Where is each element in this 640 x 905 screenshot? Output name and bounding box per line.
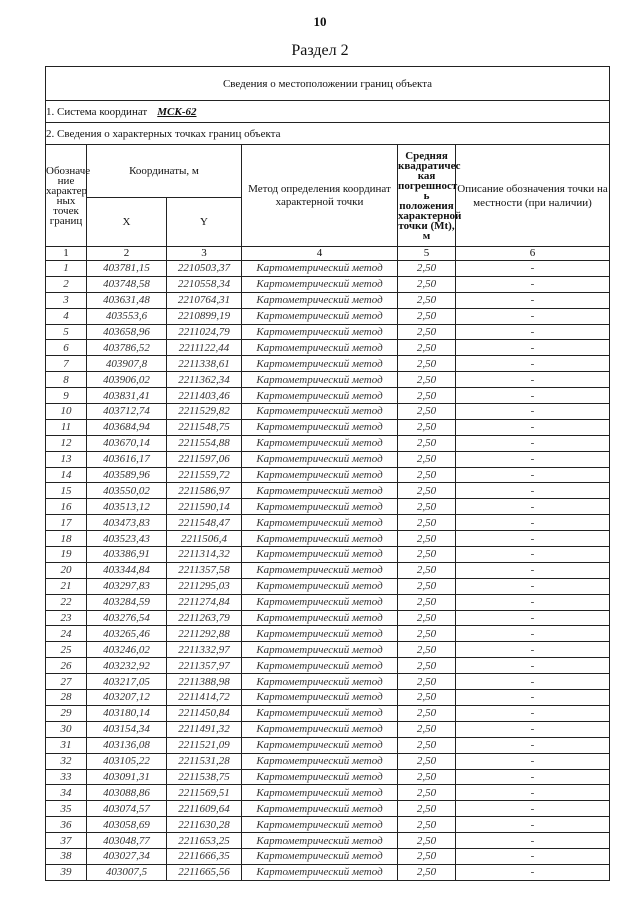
error-cell: 2,50 bbox=[398, 372, 456, 388]
section-title: Раздел 2 bbox=[291, 42, 349, 59]
y-coordinate-cell: 2211024,79 bbox=[167, 324, 242, 340]
x-coordinate-cell: 403631,48 bbox=[87, 292, 167, 308]
error-cell: 2,50 bbox=[398, 356, 456, 372]
table-row bbox=[46, 594, 610, 610]
y-coordinate-cell: 2211597,06 bbox=[167, 451, 242, 467]
error-cell: 2,50 bbox=[398, 467, 456, 483]
x-coordinate-cell: 403344,84 bbox=[87, 562, 167, 578]
point-number-cell: 2 bbox=[46, 276, 87, 292]
table-row bbox=[46, 658, 610, 674]
description-cell: - bbox=[456, 547, 610, 563]
col-number: 6 bbox=[456, 247, 610, 261]
points-header: 2. Сведения о характерных точках границ объекта bbox=[46, 123, 610, 145]
x-coordinate-cell: 403712,74 bbox=[87, 404, 167, 420]
x-coordinate-cell: 403232,92 bbox=[87, 658, 167, 674]
boundary-table bbox=[45, 66, 610, 881]
description-cell: - bbox=[456, 658, 610, 674]
y-coordinate-cell: 2211122,44 bbox=[167, 340, 242, 356]
y-coordinate-cell: 2210558,34 bbox=[167, 276, 242, 292]
table-row bbox=[46, 864, 610, 880]
x-coordinate-cell: 403180,14 bbox=[87, 705, 167, 721]
point-number-cell: 19 bbox=[46, 547, 87, 563]
error-cell: 2,50 bbox=[398, 276, 456, 292]
y-coordinate-cell: 2211332,97 bbox=[167, 642, 242, 658]
x-coordinate-cell: 403513,12 bbox=[87, 499, 167, 515]
y-coordinate-cell: 2211630,28 bbox=[167, 817, 242, 833]
point-number-cell: 4 bbox=[46, 308, 87, 324]
table-body bbox=[46, 261, 610, 881]
col-error-header: Средняя квадратичес кая погрешност ь положения характерной точки (Mt), м bbox=[398, 145, 456, 247]
description-cell: - bbox=[456, 801, 610, 817]
method-cell: Картометрический метод bbox=[242, 435, 398, 451]
method-cell: Картометрический метод bbox=[242, 658, 398, 674]
x-coordinate-cell: 403684,94 bbox=[87, 419, 167, 435]
point-number-cell: 7 bbox=[46, 356, 87, 372]
error-cell: 2,50 bbox=[398, 848, 456, 864]
table-row bbox=[46, 515, 610, 531]
y-coordinate-cell: 2211609,64 bbox=[167, 801, 242, 817]
error-cell: 2,50 bbox=[398, 515, 456, 531]
error-cell: 2,50 bbox=[398, 833, 456, 849]
method-cell: Картометрический метод bbox=[242, 578, 398, 594]
y-coordinate-cell: 2211357,58 bbox=[167, 562, 242, 578]
point-number-cell: 22 bbox=[46, 594, 87, 610]
description-cell: - bbox=[456, 467, 610, 483]
y-coordinate-cell: 2211590,14 bbox=[167, 499, 242, 515]
x-coordinate-cell: 403284,59 bbox=[87, 594, 167, 610]
error-cell: 2,50 bbox=[398, 340, 456, 356]
point-number-cell: 21 bbox=[46, 578, 87, 594]
y-coordinate-cell: 2211295,03 bbox=[167, 578, 242, 594]
method-cell: Картометрический метод bbox=[242, 594, 398, 610]
col-x-header: X bbox=[87, 198, 167, 247]
point-number-cell: 31 bbox=[46, 737, 87, 753]
table-row bbox=[46, 324, 610, 340]
method-cell: Картометрический метод bbox=[242, 419, 398, 435]
table-row bbox=[46, 674, 610, 690]
x-coordinate-cell: 403386,91 bbox=[87, 547, 167, 563]
table-row bbox=[46, 340, 610, 356]
description-cell: - bbox=[456, 308, 610, 324]
method-cell: Картометрический метод bbox=[242, 276, 398, 292]
point-number-cell: 28 bbox=[46, 690, 87, 706]
error-cell: 2,50 bbox=[398, 769, 456, 785]
description-cell: - bbox=[456, 753, 610, 769]
y-coordinate-cell: 2211586,97 bbox=[167, 483, 242, 499]
point-number-cell: 8 bbox=[46, 372, 87, 388]
error-cell: 2,50 bbox=[398, 261, 456, 277]
y-coordinate-cell: 2210503,37 bbox=[167, 261, 242, 277]
y-coordinate-cell: 2211274,84 bbox=[167, 594, 242, 610]
col-number: 1 bbox=[46, 247, 87, 261]
coord-system-label: 1. Система координат bbox=[46, 105, 148, 118]
method-cell: Картометрический метод bbox=[242, 817, 398, 833]
method-cell: Картометрический метод bbox=[242, 610, 398, 626]
x-coordinate-cell: 403105,22 bbox=[87, 753, 167, 769]
method-cell: Картометрический метод bbox=[242, 769, 398, 785]
point-number-cell: 12 bbox=[46, 435, 87, 451]
x-coordinate-cell: 403136,08 bbox=[87, 737, 167, 753]
description-cell: - bbox=[456, 642, 610, 658]
table-row bbox=[46, 356, 610, 372]
error-cell: 2,50 bbox=[398, 578, 456, 594]
y-coordinate-cell: 2211538,75 bbox=[167, 769, 242, 785]
x-coordinate-cell: 403523,43 bbox=[87, 531, 167, 547]
description-cell: - bbox=[456, 848, 610, 864]
error-cell: 2,50 bbox=[398, 626, 456, 642]
y-coordinate-cell: 2211338,61 bbox=[167, 356, 242, 372]
point-number-cell: 36 bbox=[46, 817, 87, 833]
error-cell: 2,50 bbox=[398, 483, 456, 499]
table-row bbox=[46, 372, 610, 388]
x-coordinate-cell: 403276,54 bbox=[87, 610, 167, 626]
table-row bbox=[46, 610, 610, 626]
description-cell: - bbox=[456, 292, 610, 308]
x-coordinate-cell: 403550,02 bbox=[87, 483, 167, 499]
description-cell: - bbox=[456, 705, 610, 721]
y-coordinate-cell: 2211559,72 bbox=[167, 467, 242, 483]
description-cell: - bbox=[456, 578, 610, 594]
x-coordinate-cell: 403786,52 bbox=[87, 340, 167, 356]
table-row bbox=[46, 753, 610, 769]
error-cell: 2,50 bbox=[398, 753, 456, 769]
y-coordinate-cell: 2211362,34 bbox=[167, 372, 242, 388]
point-number-cell: 33 bbox=[46, 769, 87, 785]
description-cell: - bbox=[456, 276, 610, 292]
x-coordinate-cell: 403670,14 bbox=[87, 435, 167, 451]
error-cell: 2,50 bbox=[398, 801, 456, 817]
error-cell: 2,50 bbox=[398, 674, 456, 690]
col-number: 2 bbox=[87, 247, 167, 261]
description-cell: - bbox=[456, 435, 610, 451]
method-cell: Картометрический метод bbox=[242, 499, 398, 515]
description-cell: - bbox=[456, 451, 610, 467]
error-cell: 2,50 bbox=[398, 705, 456, 721]
point-number-cell: 9 bbox=[46, 388, 87, 404]
y-coordinate-cell: 2211529,82 bbox=[167, 404, 242, 420]
method-cell: Картометрический метод bbox=[242, 801, 398, 817]
x-coordinate-cell: 403091,31 bbox=[87, 769, 167, 785]
method-cell: Картометрический метод bbox=[242, 642, 398, 658]
error-cell: 2,50 bbox=[398, 435, 456, 451]
point-number-cell: 15 bbox=[46, 483, 87, 499]
error-cell: 2,50 bbox=[398, 324, 456, 340]
table-row bbox=[46, 705, 610, 721]
point-number-cell: 35 bbox=[46, 801, 87, 817]
col-number: 5 bbox=[398, 247, 456, 261]
x-coordinate-cell: 403088,86 bbox=[87, 785, 167, 801]
table-row bbox=[46, 801, 610, 817]
y-coordinate-cell: 2211521,09 bbox=[167, 737, 242, 753]
description-cell: - bbox=[456, 404, 610, 420]
y-coordinate-cell: 2211388,98 bbox=[167, 674, 242, 690]
description-cell: - bbox=[456, 531, 610, 547]
table-row bbox=[46, 833, 610, 849]
col-number: 3 bbox=[167, 247, 242, 261]
method-cell: Картометрический метод bbox=[242, 547, 398, 563]
error-cell: 2,50 bbox=[398, 594, 456, 610]
table-row bbox=[46, 388, 610, 404]
description-cell: - bbox=[456, 674, 610, 690]
coord-system-row bbox=[46, 101, 610, 123]
method-cell: Картометрический метод bbox=[242, 705, 398, 721]
table-row bbox=[46, 769, 610, 785]
point-number-cell: 16 bbox=[46, 499, 87, 515]
point-number-cell: 13 bbox=[46, 451, 87, 467]
x-coordinate-cell: 403906,02 bbox=[87, 372, 167, 388]
table-row bbox=[46, 308, 610, 324]
col-y-header: Y bbox=[167, 198, 242, 247]
description-cell: - bbox=[456, 864, 610, 880]
point-number-cell: 23 bbox=[46, 610, 87, 626]
point-number-cell: 37 bbox=[46, 833, 87, 849]
point-number-cell: 30 bbox=[46, 721, 87, 737]
x-coordinate-cell: 403781,15 bbox=[87, 261, 167, 277]
description-cell: - bbox=[456, 817, 610, 833]
table-row bbox=[46, 547, 610, 563]
method-cell: Картометрический метод bbox=[242, 483, 398, 499]
y-coordinate-cell: 2211665,56 bbox=[167, 864, 242, 880]
point-number-cell: 6 bbox=[46, 340, 87, 356]
table-row bbox=[46, 785, 610, 801]
y-coordinate-cell: 2211403,46 bbox=[167, 388, 242, 404]
y-coordinate-cell: 2211450,84 bbox=[167, 705, 242, 721]
x-coordinate-cell: 403831,41 bbox=[87, 388, 167, 404]
table-row bbox=[46, 578, 610, 594]
point-number-cell: 18 bbox=[46, 531, 87, 547]
point-number-cell: 20 bbox=[46, 562, 87, 578]
table-row bbox=[46, 562, 610, 578]
table-title: Сведения о местоположении границ объекта bbox=[46, 67, 610, 101]
method-cell: Картометрический метод bbox=[242, 340, 398, 356]
method-cell: Картометрический метод bbox=[242, 372, 398, 388]
error-cell: 2,50 bbox=[398, 562, 456, 578]
error-cell: 2,50 bbox=[398, 642, 456, 658]
point-number-cell: 38 bbox=[46, 848, 87, 864]
description-cell: - bbox=[456, 610, 610, 626]
x-coordinate-cell: 403553,6 bbox=[87, 308, 167, 324]
description-cell: - bbox=[456, 785, 610, 801]
description-cell: - bbox=[456, 372, 610, 388]
y-coordinate-cell: 2211548,47 bbox=[167, 515, 242, 531]
point-number-cell: 11 bbox=[46, 419, 87, 435]
description-cell: - bbox=[456, 626, 610, 642]
y-coordinate-cell: 2211548,75 bbox=[167, 419, 242, 435]
description-cell: - bbox=[456, 483, 610, 499]
table-row bbox=[46, 626, 610, 642]
point-number-cell: 27 bbox=[46, 674, 87, 690]
table-row bbox=[46, 451, 610, 467]
method-cell: Картометрический метод bbox=[242, 308, 398, 324]
description-cell: - bbox=[456, 594, 610, 610]
col-coords-header: Координаты, м bbox=[87, 145, 242, 198]
description-cell: - bbox=[456, 690, 610, 706]
point-number-cell: 17 bbox=[46, 515, 87, 531]
method-cell: Картометрический метод bbox=[242, 864, 398, 880]
table-row bbox=[46, 483, 610, 499]
point-number-cell: 5 bbox=[46, 324, 87, 340]
table-row bbox=[46, 817, 610, 833]
error-cell: 2,50 bbox=[398, 451, 456, 467]
x-coordinate-cell: 403217,05 bbox=[87, 674, 167, 690]
y-coordinate-cell: 2211263,79 bbox=[167, 610, 242, 626]
point-number-cell: 29 bbox=[46, 705, 87, 721]
point-number-cell: 14 bbox=[46, 467, 87, 483]
point-number-cell: 25 bbox=[46, 642, 87, 658]
table-row bbox=[46, 531, 610, 547]
col-desc-header: Описание обозначения точки на местности (при наличии) bbox=[456, 145, 610, 247]
y-coordinate-cell: 2211491,32 bbox=[167, 721, 242, 737]
y-coordinate-cell: 2211653,25 bbox=[167, 833, 242, 849]
col-method-header: Метод определения координат характерной точки bbox=[242, 145, 398, 247]
table-row bbox=[46, 499, 610, 515]
method-cell: Картометрический метод bbox=[242, 690, 398, 706]
error-cell: 2,50 bbox=[398, 388, 456, 404]
error-cell: 2,50 bbox=[398, 721, 456, 737]
y-coordinate-cell: 2211414,72 bbox=[167, 690, 242, 706]
error-cell: 2,50 bbox=[398, 737, 456, 753]
error-cell: 2,50 bbox=[398, 292, 456, 308]
table-row bbox=[46, 690, 610, 706]
table-row bbox=[46, 404, 610, 420]
description-cell: - bbox=[456, 340, 610, 356]
point-number-cell: 10 bbox=[46, 404, 87, 420]
method-cell: Картометрический метод bbox=[242, 467, 398, 483]
method-cell: Картометрический метод bbox=[242, 753, 398, 769]
error-cell: 2,50 bbox=[398, 419, 456, 435]
error-cell: 2,50 bbox=[398, 308, 456, 324]
error-cell: 2,50 bbox=[398, 785, 456, 801]
y-coordinate-cell: 2210764,31 bbox=[167, 292, 242, 308]
method-cell: Картометрический метод bbox=[242, 261, 398, 277]
table-row bbox=[46, 737, 610, 753]
y-coordinate-cell: 2211666,35 bbox=[167, 848, 242, 864]
x-coordinate-cell: 403154,34 bbox=[87, 721, 167, 737]
point-number-cell: 1 bbox=[46, 261, 87, 277]
y-coordinate-cell: 2211292,88 bbox=[167, 626, 242, 642]
method-cell: Картометрический метод bbox=[242, 451, 398, 467]
y-coordinate-cell: 2211506,4 bbox=[167, 531, 242, 547]
table-row bbox=[46, 435, 610, 451]
y-coordinate-cell: 2210899,19 bbox=[167, 308, 242, 324]
description-cell: - bbox=[456, 769, 610, 785]
method-cell: Картометрический метод bbox=[242, 626, 398, 642]
description-cell: - bbox=[456, 562, 610, 578]
x-coordinate-cell: 403048,77 bbox=[87, 833, 167, 849]
point-number-cell: 39 bbox=[46, 864, 87, 880]
table-row bbox=[46, 848, 610, 864]
method-cell: Картометрический метод bbox=[242, 356, 398, 372]
column-numbers-row bbox=[46, 247, 610, 261]
description-cell: - bbox=[456, 737, 610, 753]
table-row bbox=[46, 261, 610, 277]
error-cell: 2,50 bbox=[398, 658, 456, 674]
x-coordinate-cell: 403058,69 bbox=[87, 817, 167, 833]
table-row bbox=[46, 419, 610, 435]
error-cell: 2,50 bbox=[398, 531, 456, 547]
x-coordinate-cell: 403007,5 bbox=[87, 864, 167, 880]
y-coordinate-cell: 2211357,97 bbox=[167, 658, 242, 674]
method-cell: Картометрический метод bbox=[242, 292, 398, 308]
method-cell: Картометрический метод bbox=[242, 721, 398, 737]
table-row bbox=[46, 276, 610, 292]
method-cell: Картометрический метод bbox=[242, 324, 398, 340]
x-coordinate-cell: 403246,02 bbox=[87, 642, 167, 658]
page-number: 10 bbox=[313, 14, 327, 29]
error-cell: 2,50 bbox=[398, 547, 456, 563]
x-coordinate-cell: 403658,96 bbox=[87, 324, 167, 340]
point-number-cell: 34 bbox=[46, 785, 87, 801]
table-row bbox=[46, 642, 610, 658]
point-number-cell: 26 bbox=[46, 658, 87, 674]
col-number: 4 bbox=[242, 247, 398, 261]
point-number-cell: 3 bbox=[46, 292, 87, 308]
col-point-header: Обозначе ние характер ных точек границ bbox=[46, 145, 87, 247]
y-coordinate-cell: 2211531,28 bbox=[167, 753, 242, 769]
x-coordinate-cell: 403589,96 bbox=[87, 467, 167, 483]
y-coordinate-cell: 2211314,32 bbox=[167, 547, 242, 563]
y-coordinate-cell: 2211554,88 bbox=[167, 435, 242, 451]
x-coordinate-cell: 403473,83 bbox=[87, 515, 167, 531]
x-coordinate-cell: 403616,17 bbox=[87, 451, 167, 467]
x-coordinate-cell: 403748,58 bbox=[87, 276, 167, 292]
description-cell: - bbox=[456, 721, 610, 737]
description-cell: - bbox=[456, 499, 610, 515]
description-cell: - bbox=[456, 261, 610, 277]
method-cell: Картометрический метод bbox=[242, 515, 398, 531]
method-cell: Картометрический метод bbox=[242, 404, 398, 420]
y-coordinate-cell: 2211569,51 bbox=[167, 785, 242, 801]
table-row bbox=[46, 292, 610, 308]
x-coordinate-cell: 403027,34 bbox=[87, 848, 167, 864]
description-cell: - bbox=[456, 833, 610, 849]
error-cell: 2,50 bbox=[398, 404, 456, 420]
error-cell: 2,50 bbox=[398, 817, 456, 833]
method-cell: Картометрический метод bbox=[242, 848, 398, 864]
error-cell: 2,50 bbox=[398, 690, 456, 706]
description-cell: - bbox=[456, 515, 610, 531]
table-row bbox=[46, 467, 610, 483]
x-coordinate-cell: 403074,57 bbox=[87, 801, 167, 817]
x-coordinate-cell: 403297,83 bbox=[87, 578, 167, 594]
error-cell: 2,50 bbox=[398, 864, 456, 880]
method-cell: Картометрический метод bbox=[242, 562, 398, 578]
description-cell: - bbox=[456, 388, 610, 404]
description-cell: - bbox=[456, 324, 610, 340]
error-cell: 2,50 bbox=[398, 499, 456, 515]
description-cell: - bbox=[456, 419, 610, 435]
x-coordinate-cell: 403907,8 bbox=[87, 356, 167, 372]
point-number-cell: 32 bbox=[46, 753, 87, 769]
x-coordinate-cell: 403265,46 bbox=[87, 626, 167, 642]
method-cell: Картометрический метод bbox=[242, 833, 398, 849]
description-cell: - bbox=[456, 356, 610, 372]
coord-system-value: МСК-62 bbox=[157, 105, 197, 118]
method-cell: Картометрический метод bbox=[242, 785, 398, 801]
x-coordinate-cell: 403207,12 bbox=[87, 690, 167, 706]
error-cell: 2,50 bbox=[398, 610, 456, 626]
method-cell: Картометрический метод bbox=[242, 531, 398, 547]
method-cell: Картометрический метод bbox=[242, 674, 398, 690]
method-cell: Картометрический метод bbox=[242, 388, 398, 404]
method-cell: Картометрический метод bbox=[242, 737, 398, 753]
table-row bbox=[46, 721, 610, 737]
point-number-cell: 24 bbox=[46, 626, 87, 642]
